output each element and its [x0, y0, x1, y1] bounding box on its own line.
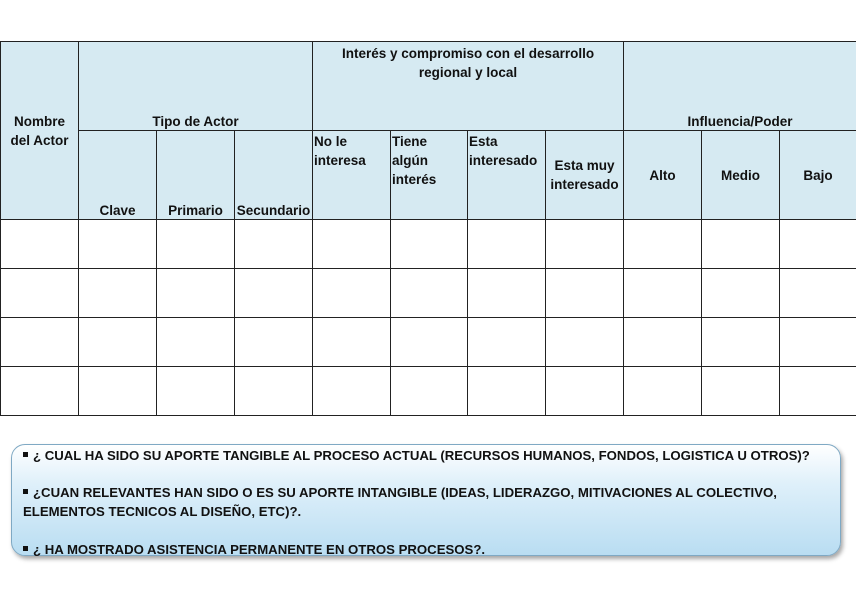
header-tipo-actor: Tipo de Actor	[79, 42, 313, 131]
header-esta-muy-interesado: Esta muy interesado	[546, 131, 624, 220]
header-bajo: Bajo	[780, 131, 856, 220]
table-cell	[546, 318, 624, 367]
header-influencia-poder: Influencia/Poder	[624, 42, 856, 131]
table-cell	[702, 269, 780, 318]
table-cell	[780, 269, 856, 318]
table-cell	[79, 367, 157, 416]
table-cell	[235, 367, 313, 416]
table-cell	[702, 367, 780, 416]
table-cell	[468, 367, 546, 416]
table-cell	[780, 318, 856, 367]
table-cell	[79, 220, 157, 269]
table-cell	[624, 220, 702, 269]
header-secundario: Secundario	[235, 131, 313, 220]
header-tiene-algun-interes: Tiene algún interés	[391, 131, 468, 220]
table-cell	[157, 269, 235, 318]
table-body	[1, 220, 856, 416]
table-cell	[235, 220, 313, 269]
header-medio: Medio	[702, 131, 780, 220]
table-cell	[780, 367, 856, 416]
table-row	[1, 318, 856, 367]
table-cell	[1, 269, 79, 318]
table-cell	[157, 220, 235, 269]
question-text: ¿CUAN RELEVANTES HAN SIDO O ES SU APORTE INTANGIBLE (IDEAS, LIDERAZGO, MITIVACIONES AL COLECTIVO, ELEMENTOS TECNICOS AL DISEÑO, ETC)?.	[23, 485, 777, 519]
table-cell	[1, 220, 79, 269]
table-cell	[702, 220, 780, 269]
table-cell	[1, 318, 79, 367]
question-item	[23, 446, 833, 465]
table-cell	[157, 367, 235, 416]
table-cell	[391, 220, 468, 269]
table-cell	[702, 318, 780, 367]
table-cell	[468, 269, 546, 318]
table-cell	[391, 367, 468, 416]
header-primario: Primario	[157, 131, 235, 220]
header-nombre-actor: Nombre del Actor	[1, 42, 79, 220]
table-cell	[235, 318, 313, 367]
table-row	[1, 367, 856, 416]
table-cell	[79, 269, 157, 318]
question-text: ¿ HA MOSTRADO ASISTENCIA PERMANENTE EN OTROS PROCESOS?.	[33, 542, 486, 557]
table-cell	[468, 318, 546, 367]
table-cell	[780, 220, 856, 269]
bullet-icon	[23, 452, 28, 457]
table-cell	[391, 269, 468, 318]
table-cell	[313, 367, 391, 416]
table-cell	[624, 318, 702, 367]
questions-box	[11, 444, 841, 556]
table-cell	[313, 220, 391, 269]
table-cell	[1, 367, 79, 416]
table-cell	[624, 269, 702, 318]
table-cell	[313, 318, 391, 367]
table-row	[1, 269, 856, 318]
actor-table	[0, 41, 856, 416]
header-interes-compromiso: Interés y compromiso con el desarrollo regional y local	[313, 42, 624, 131]
header-clave: Clave	[79, 131, 157, 220]
table-row	[1, 220, 856, 269]
table-cell	[546, 269, 624, 318]
question-item	[23, 540, 833, 559]
table-cell	[391, 318, 468, 367]
bullet-icon	[23, 546, 28, 551]
bullet-icon	[23, 489, 28, 494]
table-cell	[468, 220, 546, 269]
table-cell	[79, 318, 157, 367]
table-cell	[157, 318, 235, 367]
table-cell	[313, 269, 391, 318]
question-item	[23, 483, 833, 521]
table-cell	[546, 220, 624, 269]
table-cell	[546, 367, 624, 416]
header-no-le-interesa: No le interesa	[313, 131, 391, 220]
question-text: ¿ CUAL HA SIDO SU APORTE TANGIBLE AL PROCESO ACTUAL (RECURSOS HUMANOS, FONDOS, LOGISTICA U OTROS)?	[33, 448, 810, 463]
header-esta-interesado: Esta interesado	[468, 131, 546, 220]
table-cell	[235, 269, 313, 318]
table-cell	[624, 367, 702, 416]
header-alto: Alto	[624, 131, 702, 220]
